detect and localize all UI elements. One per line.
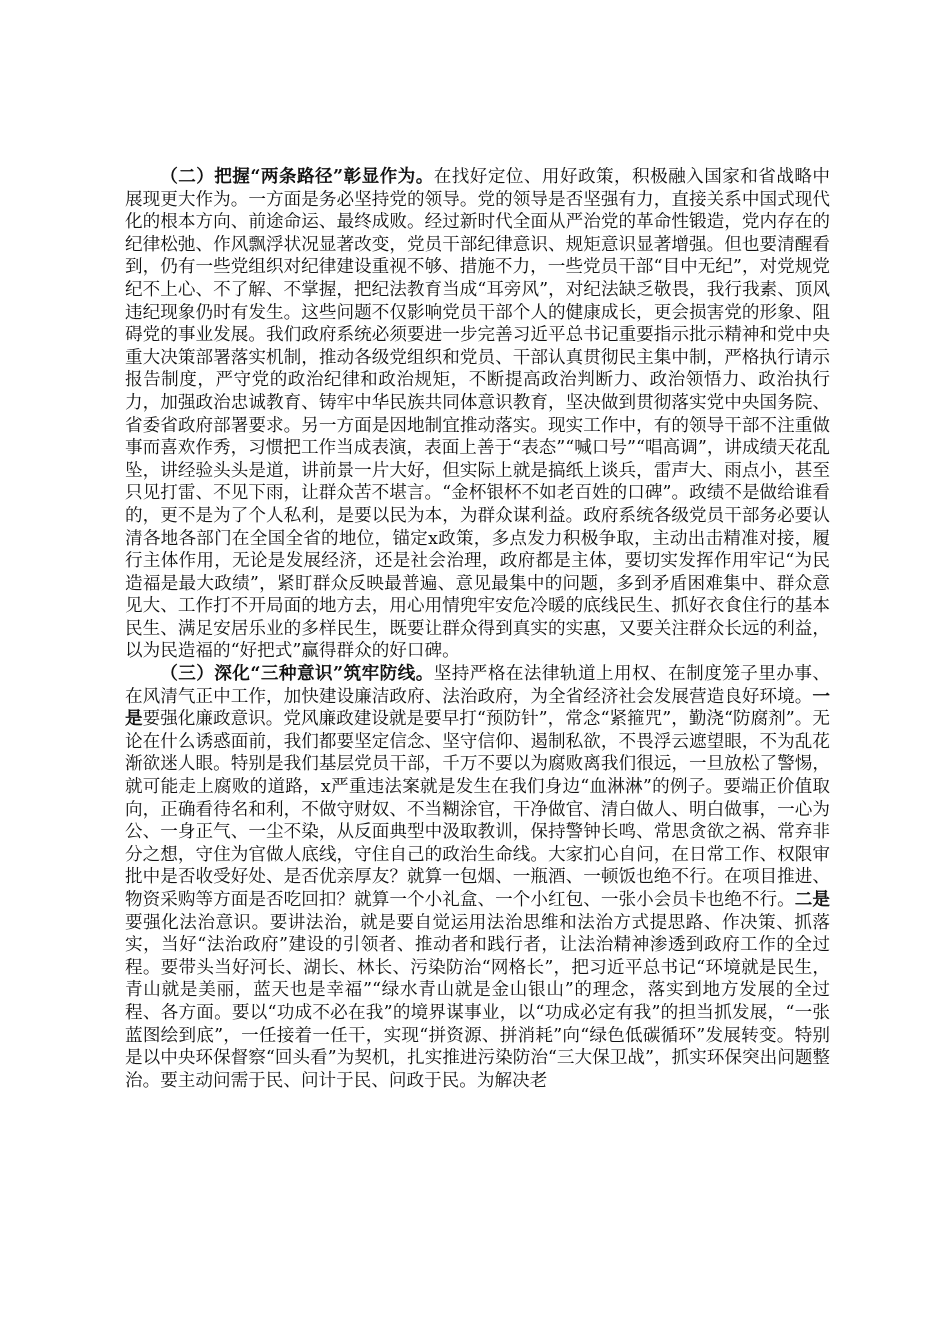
section-3-intro: 坚持严格在法律轨道上用权、在制度笼子里办事、在风清气正中工作，加快建设廉洁政府、法治政府，为全省经济社会发展营造良好环境。 bbox=[125, 664, 830, 707]
paragraph-section-2 bbox=[125, 166, 830, 663]
paragraph-section-3 bbox=[125, 663, 830, 1092]
section-2-heading: （二）把握“两条路径”彰显作为。 bbox=[160, 166, 434, 187]
section-3-heading: （三）深化“三种意识”筑牢防线。 bbox=[160, 663, 434, 685]
section-2-body: 在找好定位、用好政策，积极融入国家和省战略中展现更大作为。一方面是务必坚持党的领导。党的领导是否坚强有力，直接关系中国式现代化的根本方向、前途命运、最终成败。经过新时代全面从严治党的革命性锻造，党内存在的纪律松弛、作风飘浮状况显著改变，党员干部纪律意识、规矩意识显著增强。但也要清醒看到，仍有一些党组织对纪律建设重视不够、措施不力，一些党员干部“目中无纪”，对党规党纪不上心、不了解、不掌握，把纪法教育当成“耳旁风”，对纪法缺乏敬畏，我行我素、顶风违纪现象仍时有发生。这些问题不仅影响党员干部个人的健康成长，更会损害党的形象、阻碍党的事业发展。我们政府系统必须要进一步完善习近平总书记重要指示批示精神和党中央重大决策部署落实机制，推动各级党组织和党员、干部认真贯彻民主集中制，严格执行请示报告制度，严守党的政治纪律和政治规矩，不断提高政治判断力、政治领悟力、政治执行力，加强政治忠诚教育、铸牢中华民族共同体意识教育，坚决做到贯彻落实党中央国务院、省委省政府部署要求。另一方面是因地制宜推动落实。现实工作中，有的领导干部不注重做事而喜欢作秀，习惯把工作当成表演，表面上善于“表态”“喊口号”“唱高调”，讲成绩天花乱坠，讲经验头头是道，讲前景一片大好，但实际上就是搞纸上谈兵，雷声大、雨点小，甚至只见打雷、不见下雨，让群众苦不堪言。“金杯银杯不如老百姓的口碑”。政绩不是做给谁看的，更不是为了个人私利，是要以民为本，为群众谋利益。政府系统各级党员干部务必要认清各地各部门在全国全省的地位，锚定x政策，多点发力积极争取，主动出击精准对接，履行主体作用，无论是发展经济，还是社会治理，政府都是主体，要切实发挥作用牢记“为民造福是最大政绩”，紧盯群众反映最普遍、意见最集中的问题，多到矛盾困难集中、群众意见大、工作打不开局面的地方去，用心用情兜牢安危冷暖的底线民生、抓好衣食住行的基本民生、满足安居乐业的多样民生，既要让群众得到真实的实惠，又要关注群众长远的利益，以为民造福的“好把式”赢得群众的好口碑。 bbox=[125, 167, 830, 662]
point-two-marker: 二是 bbox=[794, 889, 830, 910]
point-two-body: 要强化法治意识。要讲法治，就是要自觉运用法治思维和法治方式提思路、作决策、抓落实，当好“法治政府”建设的引领者、推动者和践行者，让法治精神渗透到政府工作的全过程。要带头当好河长、湖长、林长、污染防治“网格长”，把习近平总书记“环境就是民生，青山就是美丽，蓝天也是幸福”“绿水青山就是金山银山”的理念，落实到地方发展的全过程、各方面。要以“功成不必在我”的境界谋事业，以“功成必定有我”的担当抓发展，“一张蓝图绘到底”，一任接着一任干，实现“拼资源、拼消耗”向“绿色低碳循环”发展转变。特别是以中央环保督察“回头看”为契机，扎实推进污染防治“三大保卫战”，抓实环保突出问题整治。要主动问需于民、问计于民、问政于民。为解决老 bbox=[125, 912, 830, 1091]
document-page bbox=[125, 166, 830, 1092]
point-one-body: 要强化廉政意识。党风廉政建设就是要早打“预防针”，常念“紧箍咒”，勤浇“防腐剂”。无论在什么诱惑面前，我们都要坚定信念、坚守信仰、遏制私欲，不畏浮云遮望眼，不为乱花渐欲迷人眼。特别是我们基层党员干部，千万不要以为腐败离我们很远，一旦放松了警惕，就可能走上腐败的道路，x严重违法案就是发生在我们身边“血淋淋”的例子。要端正价值取向，正确看待名和利，不做守财奴、不当糊涂官，干净做官、清白做人、明白做事，一心为公、一身正气、一尘不染，从反面典型中汲取教训，保持警钟长鸣、常思贪欲之祸、常弃非分之想，守住为官做人底线，守住自己的政治生命线。大家扪心自问，在日常工作、权限审批中是否收受好处、是否优亲厚友？就算一包烟、一瓶酒、一顿饭也绝不行。在项目推进、物资采购等方面是否吃回扣？就算一个小礼盒、一个小红包、一张小会员卡也绝不行。 bbox=[125, 709, 830, 910]
point-one-marker: 一是 bbox=[125, 685, 830, 730]
